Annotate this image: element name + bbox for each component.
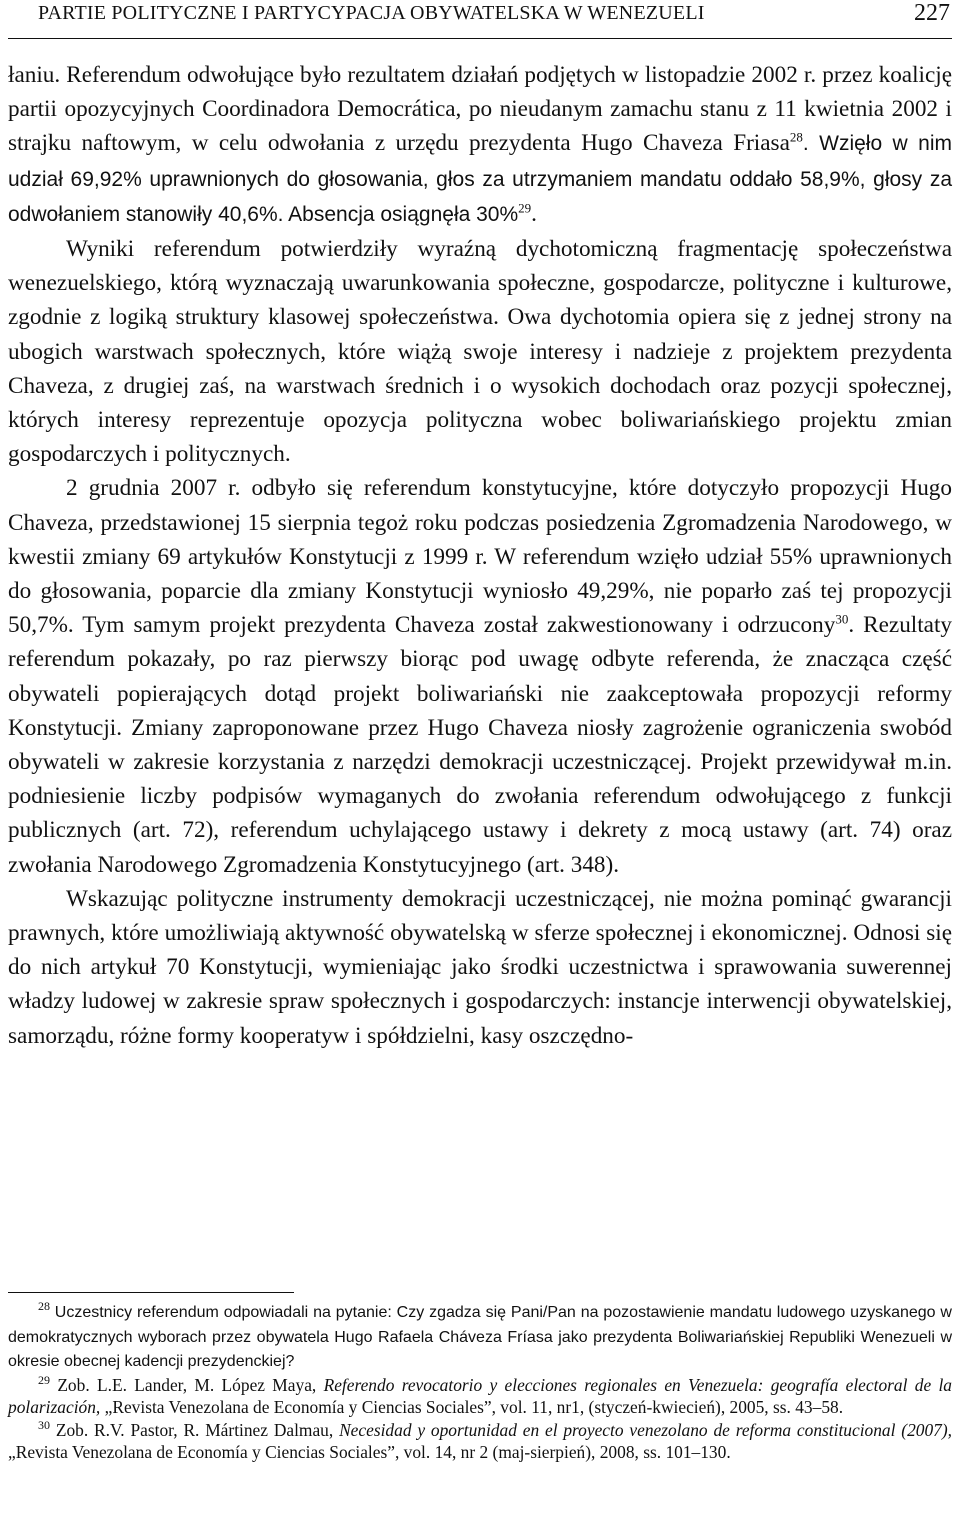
footnote-ref-28: 28 — [789, 129, 803, 145]
paragraph-1-text-c: . — [531, 200, 537, 227]
footnote-29 — [8, 1374, 952, 1419]
footnote-number: 30 — [38, 1417, 50, 1432]
footnote-number: 29 — [38, 1372, 50, 1387]
footnote-lead: Zob. R.V. Pastor, R. Mártinez Dalmau, — [55, 1419, 334, 1440]
footnote-separator — [8, 1292, 294, 1293]
footnote-title: Necesidad y oportunidad en el proyecto venezolano de reforma constitucional (2007), — [339, 1419, 953, 1440]
main-text — [8, 58, 952, 1053]
footnote-28 — [8, 1300, 952, 1374]
paragraph-2: Wyniki referendum potwierdziły wyraźną dychotomiczną fragmentację społeczeństwa wenezuelskiego, którą wyznaczają uwarunkowania społeczne, gospodarcze, polityczne i kulturowe, zgodnie z logiką struktury klasowej społeczeństwa. Owa dychotomia opiera się z jednej strony na ubogich warstwach społecznych, które wiążą swoje interesy i nadzieje z projektem prezydenta Chaveza, z drugiej zaś, na warstwach średnich i o wysokich dochodach oraz pozycji społecznej, których interesy reprezentuje opozycja polityczna wobec boliwariańskiego projektu zmian gospodarczych i politycznych. — [8, 236, 952, 468]
paragraph-4: Wskazując polityczne instrumenty demokracji uczestniczącej, nie można pominąć gwarancji prawnych, które umożliwiają aktywność obywatelską w sferze społecznej i ekonomicznej. Odnosi się do nich artykuł 70 Konstytucji, wymieniając jako środki uczestnictwa i sprawowania suwerennej władzy ludowej w zakresie spraw społecznych i gospodarczych: instancje interwencji obywatelskiej, samorządu, różne formy kooperatyw i spółdzielni, kasy oszczędno- — [8, 885, 952, 1049]
footnote-lead: Zob. L.E. Lander, M. López Maya, — [57, 1374, 317, 1395]
paragraph-1-text-b: . Wzięło w nim udział 69,92% uprawnionych do głosowania, głos za utrzymaniem mandatu oddało 58,9%, głosy za odwołaniem stanowiły 40,6%. Absencja osiągnęła 30% — [8, 132, 952, 226]
footnote-tail: „Revista Venezolana de Economía y Ciencias Sociales”, vol. 14, nr 2 (maj-sierpień), 2008, ss. 101–130. — [8, 1442, 731, 1462]
header-title: PARTIE POLITYCZNE I PARTYCYPACJA OBYWATELSKA W WENEZUELI — [38, 2, 705, 24]
footnote-ref-30: 30 — [835, 611, 849, 627]
running-header — [8, 0, 952, 39]
footnote-30 — [8, 1419, 952, 1464]
footnote-tail: „Revista Venezolana de Economía y Ciencias Sociales”, vol. 11, nr1, (styczeń-kwiecień), 2005, ss. 43–58. — [104, 1397, 844, 1417]
page-number: 227 — [914, 0, 950, 26]
footnote-number: 28 — [38, 1299, 50, 1314]
footnote-title: Referendo revocatorio y elecciones regionales en Venezuela: geografía electoral de la polarización, — [8, 1374, 952, 1417]
paragraph-1 — [8, 58, 952, 232]
footnote-text: Uczestnicy referendum odpowiadali na pytanie: Czy zgadza się Pani/Pan na pozostawienie mandatu ludowego uzyskanego w demokratycznych wyborach przez obywatela Hugo Rafaela Cháveza Fríasa jako prezydenta Boliwariańskiej Republiki Wenezueli w okresie obecnej kadencji prezydenckiej? — [8, 1304, 952, 1370]
paragraph-3 — [8, 471, 952, 881]
footnotes — [8, 1300, 952, 1464]
paragraph-3-text-b: . Rezultaty referendum pokazały, po raz pierwszy biorąc pod uwagę odbyte referenda, że znacząca część obywateli popierających dotąd projekt boliwariański nie zaakceptowała propozycji reformy Konstytucji. Zmiany zaproponowane przez Hugo Chaveza niosły zagrożenie ograniczenia swobód obywateli w zakresie korzystania z narzędzi demokracji uczestniczącej. Projekt przewidywał m.in. podniesienie liczby podpisów wymaganych do zwołania referendum odwołującego z funkcji publicznych (art. 72), referendum uchylającego ustawy i dekrety z mocą ustawy (art. 74) oraz zwołania Narodowego Zgromadzenia Konstytucyjnego (art. 348). — [8, 612, 952, 878]
paragraph-3-text-a: 2 grudnia 2007 r. odbyło się referendum konstytucyjne, które dotyczyło propozycji Hugo Chaveza, przedstawionej 15 sierpnia tegoż roku podczas posiedzenia Zgromadzenia Narodowego, w kwestii zmiany 69 artykułów Konstytucji z 1999 r. W referendum wzięło udział 55% uprawnionych do głosowania, poparcie dla zmiany Konstytucji wyniosło 49,29%, nie poparło zaś tej propozycji 50,7%. Tym samym projekt prezydenta Chaveza został zakwestionowany i odrzucony — [8, 475, 952, 639]
paragraph-1-text-a: łaniu. Referendum odwołujące było rezultatem działań podjętych w listopadzie 2002 r. przez koalicję partii opozycyjnych Coordinadora Democrática, po nieudanym zamachu stanu z 11 kwietnia 2002 i strajku naftowym, w celu odwołania z urzędu prezydenta Hugo Chaveza Friasa — [8, 62, 952, 157]
footnote-ref-29: 29 — [518, 200, 532, 216]
